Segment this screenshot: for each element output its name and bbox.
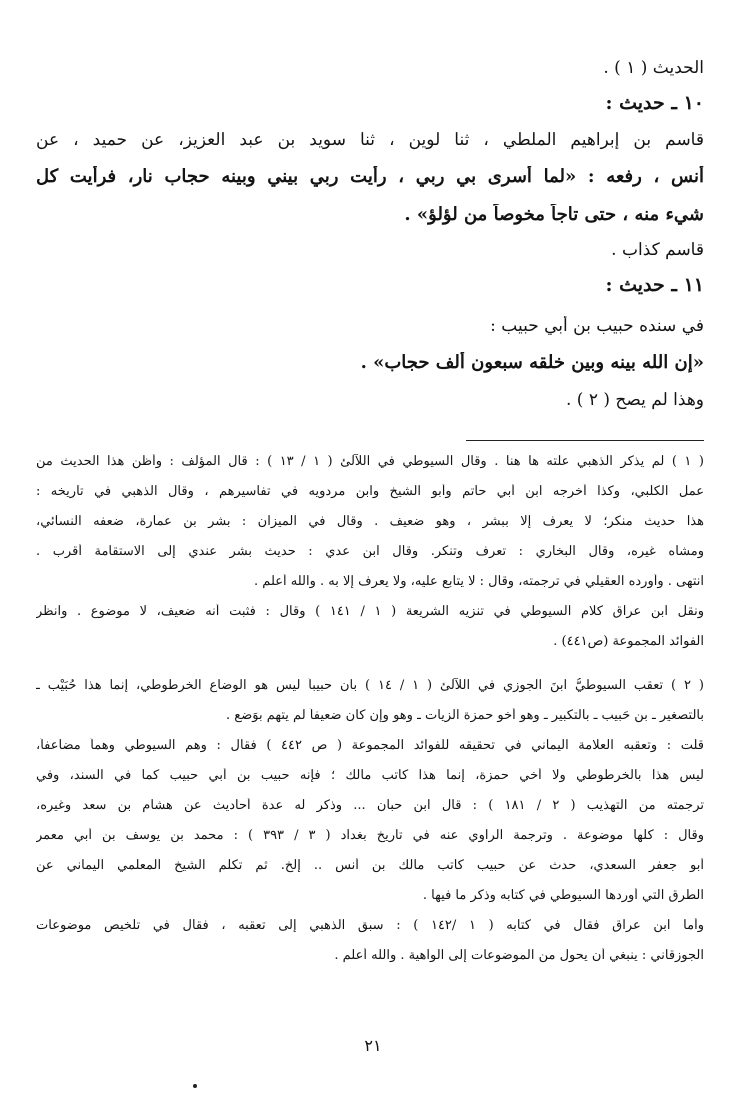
hadith-11-isnad: في سنده حبيب بن أبي حبيب : bbox=[490, 316, 704, 336]
footnote-1-line-5: انتهى . وأورده العقيلي في ترجمته، وقال : لا يتابع عليه، ولا يعرف إلا به . والله أعلم . bbox=[254, 574, 704, 589]
footnote-2-line-6: وقال : كلها موضوعة . وترجمة الراوي عنه في تاريخ بغداد ( ٣ / ٣٩٣ ) : محمد بن يوسف بن أبي معمر bbox=[36, 828, 704, 843]
hadith-10-isnad: قاسم بن إبراهيم الملطي ، ثنا لوين ، ثنا سويد بن عبد العزيز، عن حميد ، عن bbox=[36, 130, 704, 150]
main-line-carryover: الحديث ( ١ ) . bbox=[603, 58, 704, 78]
footnote-2-line-2: بالتصغير ـ بن حَبيب ـ بالتكبير ـ وهو أخو حمزة الزيات ـ وهو وإن كان ضعيفاً لم يتهم بوَضع . bbox=[226, 708, 704, 723]
hadith-10-text-2: شيء منه ، حتى تاجاً مخوصاً من لؤلؤ» . bbox=[404, 204, 704, 225]
footnote-2-line-4: ليس هذا بالخرطوطي ولا أخي حمزة، إنما هذا كاتب مالك ؛ فإنه حبيب بن أبي حبيب كما في السند، وفي bbox=[36, 768, 704, 783]
footnote-1-line-7: الفوائد المجموعة (ص٤٤١) . bbox=[553, 634, 704, 649]
hadith-11-text: «إن الله بينه وبين خلقه سبعون ألف حجاب» . bbox=[360, 352, 704, 373]
footnote-2-line-3: قلت : وتعقبه العلامة اليماني في تحقيقه للفوائد المجموعة ( ص ٤٤٢ ) فقال : وهم السيوطي وهماً مضاعفاً، bbox=[36, 738, 704, 753]
footnote-2-line-9: وأما ابن عراق فقال في كتابه ( ١ /١٤٢ ) : سبق الذهبي إلى تعقبه ، فقال في تلخيص موضوعات bbox=[36, 918, 704, 933]
hadith-11-verdict: وهذا لم يصح ( ٢ ) . bbox=[566, 390, 704, 410]
footnote-2-line-1: ( ٢ ) تعقب السيوطيُّ ابنَ الجوزي في اللآلئ ( ١ / ١٤ ) بأن حبيباً ليس هو الوضاع الخرطوطي، إنما هذا حُبَيْب ـ bbox=[36, 678, 704, 693]
footnote-1-line-2: عمل الكلبي، وكذا أخرجه ابن أبي حاتم وأبو الشيخ وابن مردويه في تفاسيرهم ، وقال الذهبي في تاريخه : bbox=[36, 484, 704, 499]
footnote-1-line-1: ( ١ ) لم يذكر الذهبي علته ها هنا . وقال السيوطي في اللآلئ ( ١ / ١٣ ) : قال المؤلف : وأظن هذا الحديث من bbox=[36, 454, 704, 469]
footnote-2-line-5: ترجمته من التهذيب ( ٢ / ١٨١ ) : قال ابن حبان ... وذكر له عدة أحاديث عن هشام بن سعد وغيره، bbox=[36, 798, 704, 813]
footnote-1-line-3: هذا حديث منكر؛ لا يعرف إلا ببشر ، وهو ضعيف . وقال في الميزان : بشر بن عمارة، ضعفه النسائي، bbox=[36, 514, 704, 529]
page-number: ٢١ bbox=[364, 1036, 382, 1055]
footnote-2-line-10: الجوزقاني : ينبغي أن يحول من الموضوعات إلى الواهية . والله أعلم . bbox=[334, 948, 704, 963]
hadith-heading-11: ١١ ـ حديث : bbox=[605, 274, 704, 296]
scan-speck bbox=[193, 1084, 197, 1088]
footnote-2-line-7: أبو جعفر السعدي، حدث عن حبيب كاتب مالك بن أنس .. إلخ. ثم تكلم الشيخ المعلمي اليماني عن bbox=[36, 858, 704, 873]
footnote-2-line-8: الطرق التي أوردها السيوطي في كتابه وذكر ما فيها . bbox=[422, 888, 704, 903]
footnote-1-line-4: ومشاه غيره، وقال البخاري : تعرف وتنكر. وقال ابن عدي : حديث بشر عندي إلى الاستقامة أقرب . bbox=[36, 544, 704, 559]
footnote-separator bbox=[466, 440, 704, 441]
footnote-1-line-6: ونقل ابن عراق كلام السيوطي في تنزيه الشريعة ( ١ / ١٤١ ) وقال : فثبت أنه ضعيف، لا موضوع . وانظر bbox=[36, 604, 704, 619]
hadith-10-text-1: أنس ، رفعه : «لما أسرى بي ربي ، رأيت ربي بيني وبينه حجاب نار، فرأيت كل bbox=[36, 166, 704, 187]
hadith-10-verdict: قاسم كذاب . bbox=[611, 240, 704, 260]
hadith-heading-10: ١٠ ـ حديث : bbox=[605, 92, 704, 114]
